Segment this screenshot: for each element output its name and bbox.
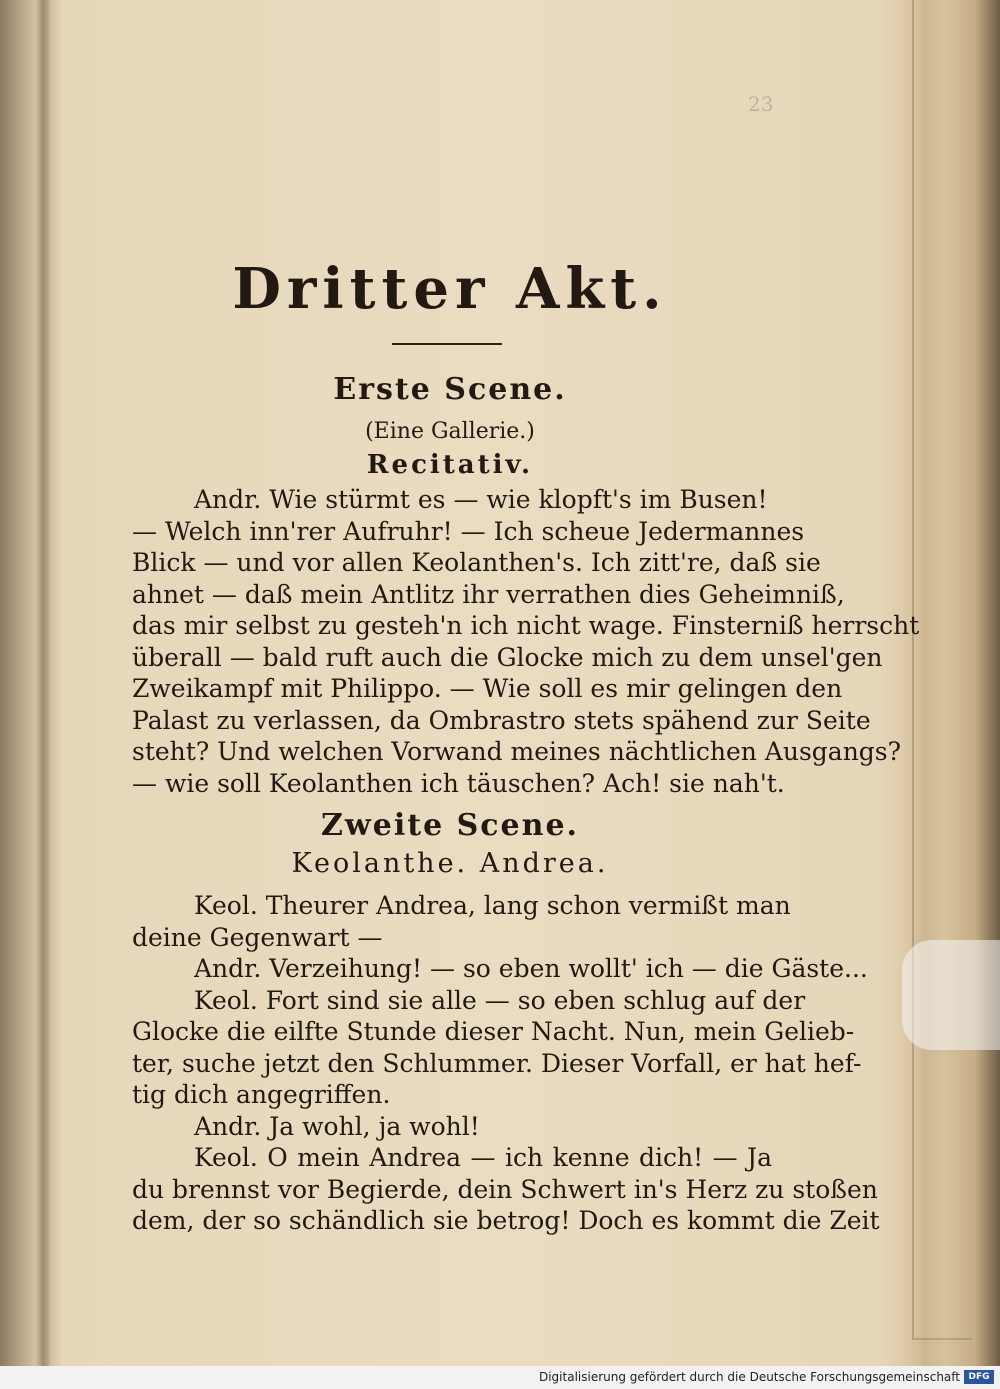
act-title: Dritter Akt.	[232, 256, 668, 322]
page-marker-tab	[902, 940, 1000, 1050]
text-line: dem, der so schändlich sie betrog! Doch es kommt die Zeit	[132, 1206, 880, 1235]
text-line: — wie soll Keolanthen ich täuschen? Ach! sie nah't.	[132, 768, 785, 798]
text-line: ter, suche jetzt den Schlummer. Dieser Vorfall, er hat hef-	[132, 1048, 862, 1078]
page-number: 23	[748, 92, 774, 116]
text-line: — Welch inn'rer Aufruhr! — Ich scheue Jedermannes	[132, 516, 805, 546]
text-line: steht? Und welchen Vorwand meines nächtlichen Ausgangs?	[132, 737, 902, 766]
scene-title: Erste Scene.	[333, 372, 567, 407]
text-line: Glocke die eilfte Stunde dieser Nacht. Nun, mein Gelieb-	[132, 1017, 855, 1046]
page-edge	[912, 0, 972, 1340]
text-line: Andr. Wie stürmt es — wie klopft's im Busen!	[194, 485, 768, 514]
footer-bar	[0, 1366, 1000, 1389]
text-line: Keol. Fort sind sie alle — so eben schlug auf der	[194, 985, 806, 1015]
scene1-text	[132, 484, 920, 799]
divider-rule	[392, 343, 502, 345]
text-line: Andr. Verzeihung! — so eben wollt' ich — die Gäste...	[194, 954, 868, 983]
book-gutter	[36, 0, 50, 1366]
stage-direction: (Eine Gallerie.)	[365, 419, 535, 444]
text-line: Keol. O mein Andrea — ich kenne dich! — Ja	[194, 1143, 772, 1172]
scene2-text	[132, 890, 880, 1237]
text-line: Andr. Ja wohl, ja wohl!	[194, 1111, 480, 1141]
text-line: Keol. Theurer Andrea, lang schon vermißt man	[194, 891, 791, 920]
funding-notice: Digitalisierung gefördert durch die Deutsche Forschungsgemeinschaft	[538, 1370, 960, 1384]
text-line: tig dich angegriffen.	[132, 1080, 391, 1109]
text-line: du brennst vor Begierde, dein Schwert in's Herz zu stoßen	[132, 1174, 878, 1204]
text-line: Zweikampf mit Philippo. — Wie soll es mir gelingen den	[132, 674, 843, 703]
dfg-logo: DFG	[964, 1370, 994, 1384]
text-line: Palast zu verlassen, da Ombrastro stets spähend zur Seite	[132, 705, 871, 735]
text-line: überall — bald ruft auch die Glocke mich zu dem unsel'gen	[132, 642, 883, 672]
text-line: das mir selbst zu gesteh'n ich nicht wage. Finsterniß herrscht	[132, 611, 920, 640]
scene2-title: Zweite Scene.	[321, 808, 579, 843]
text-line: deine Gegenwart —	[132, 922, 383, 952]
text-line: ahnet — daß mein Antlitz ihr verrathen dies Geheimniß,	[132, 579, 845, 609]
text-line: Blick — und vor allen Keolanthen's. Ich zitt're, daß sie	[132, 548, 821, 577]
recitativ-heading: Recitativ.	[366, 450, 534, 480]
scene2-persons: Keolanthe. Andrea.	[291, 848, 609, 879]
